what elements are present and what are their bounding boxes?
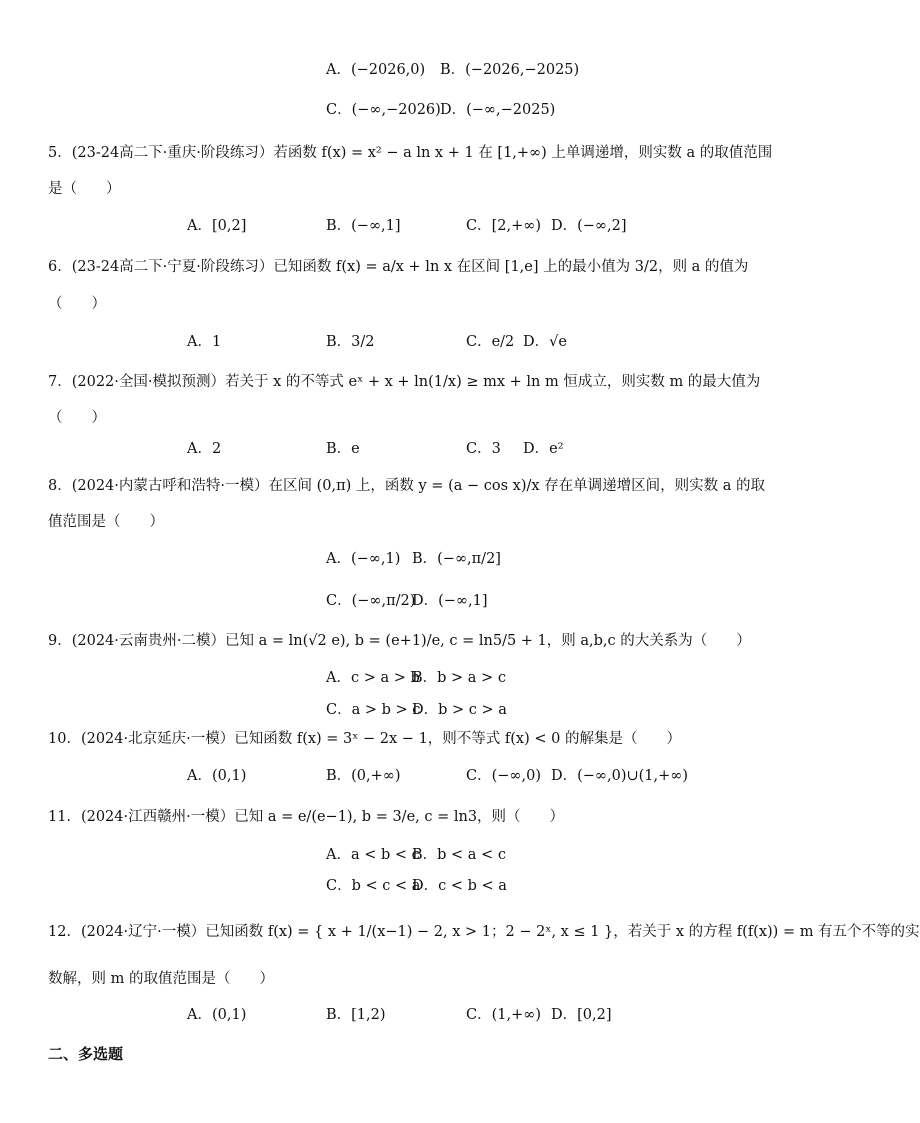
q10-option-c: C．(−∞,0) <box>466 768 541 784</box>
q12-option-c: C．(1,+∞) <box>466 1007 541 1023</box>
q9-stem: 9．(2024·云南贵州·二模）已知 a = ln(√2 e), b = (e+1)/e, c = ln5/5 + 1，则 a,b,c 的大关系为（ ） <box>48 633 751 649</box>
q9-option-a: A．c > a > b <box>326 670 420 686</box>
q4-option-b: B．(−2026,−2025) <box>440 62 580 78</box>
q7-option-d: D．e² <box>523 441 564 457</box>
q11-option-c: C．b < c < a <box>326 878 421 894</box>
section-title-multiple-choice: 二、多选题 <box>48 1045 124 1063</box>
q7-option-a: A．2 <box>187 441 222 457</box>
q4-option-c: C．(−∞,−2026) <box>326 102 441 118</box>
q12-stem-cont: 数解，则 m 的取值范围是（ ） <box>48 971 274 987</box>
q10-option-b: B．(0,+∞) <box>326 768 401 784</box>
q7-stem: 7．(2022·全国·模拟预测）若关于 x 的不等式 eˣ + x + ln(1/x) ≥ mx + ln m 恒成立，则实数 m 的最大值为 <box>48 374 761 390</box>
q12-option-a: A．(0,1) <box>187 1007 247 1023</box>
q8-option-c: C．(−∞,π/2) <box>326 593 416 609</box>
q9-option-d: D．b > c > a <box>412 702 507 718</box>
q8-option-b: B．(−∞,π/2] <box>412 551 501 567</box>
q11-option-b: B．b < a < c <box>412 847 506 863</box>
q7-stem-cont: （ ） <box>48 410 106 426</box>
q4-option-a: A．(−2026,0) <box>326 62 426 78</box>
q9-option-c: C．a > b > c <box>326 702 421 718</box>
q10-option-a: A．(0,1) <box>187 768 247 784</box>
q11-stem: 11．(2024·江西赣州·一模）已知 a = e/(e−1), b = 3/e, c = ln3，则（ ） <box>48 809 565 825</box>
q6-option-b: B．3/2 <box>326 334 375 350</box>
q5-option-c: C．[2,+∞) <box>466 218 541 234</box>
q5-option-b: B．(−∞,1] <box>326 218 401 234</box>
q7-option-b: B．e <box>326 441 360 457</box>
q11-option-a: A．a < b < c <box>326 847 420 863</box>
q5-stem-cont: 是（ ） <box>48 181 121 197</box>
q5-stem: 5．(23-24高二下·重庆·阶段练习）若函数 f(x) = x² − a ln x + 1 在 [1,+∞) 上单调递增，则实数 a 的取值范围 <box>48 145 773 161</box>
q11-option-d: D．c < b < a <box>412 878 507 894</box>
q8-option-a: A．(−∞,1) <box>326 551 401 567</box>
q5-option-d: D．(−∞,2] <box>551 218 627 234</box>
q12-option-b: B．[1,2) <box>326 1007 386 1023</box>
q10-stem: 10．(2024·北京延庆·一模）已知函数 f(x) = 3ˣ − 2x − 1，则不等式 f(x) < 0 的解集是（ ） <box>48 731 681 747</box>
q6-option-d: D．√e <box>523 334 567 350</box>
q4-option-d: D．(−∞,−2025) <box>440 102 556 118</box>
q9-option-b: B．b > a > c <box>412 670 506 686</box>
q12-option-d: D．[0,2] <box>551 1007 612 1023</box>
q8-stem-cont: 值范围是（ ） <box>48 514 164 530</box>
q6-option-a: A．1 <box>187 334 222 350</box>
q6-stem-cont: （ ） <box>48 296 106 312</box>
q8-option-d: D．(−∞,1] <box>412 593 488 609</box>
q6-option-c: C．e/2 <box>466 334 515 350</box>
q8-stem: 8．(2024·内蒙古呼和浩特·一模）在区间 (0,π) 上，函数 y = (a − cos x)/x 存在单调递增区间，则实数 a 的取 <box>48 478 766 494</box>
q12-stem: 12．(2024·辽宁·一模）已知函数 f(x) = { x + 1/(x−1) − 2, x > 1；2 − 2ˣ, x ≤ 1 }，若关于 x 的方程 f(f(x)) = m 有五个不等的实 <box>48 924 920 940</box>
q5-option-a: A．[0,2] <box>187 218 247 234</box>
q10-option-d: D．(−∞,0)∪(1,+∞) <box>551 768 689 784</box>
q6-stem: 6．(23-24高二下·宁夏·阶段练习）已知函数 f(x) = a/x + ln x 在区间 [1,e] 上的最小值为 3/2，则 a 的值为 <box>48 259 749 275</box>
q7-option-c: C．3 <box>466 441 501 457</box>
